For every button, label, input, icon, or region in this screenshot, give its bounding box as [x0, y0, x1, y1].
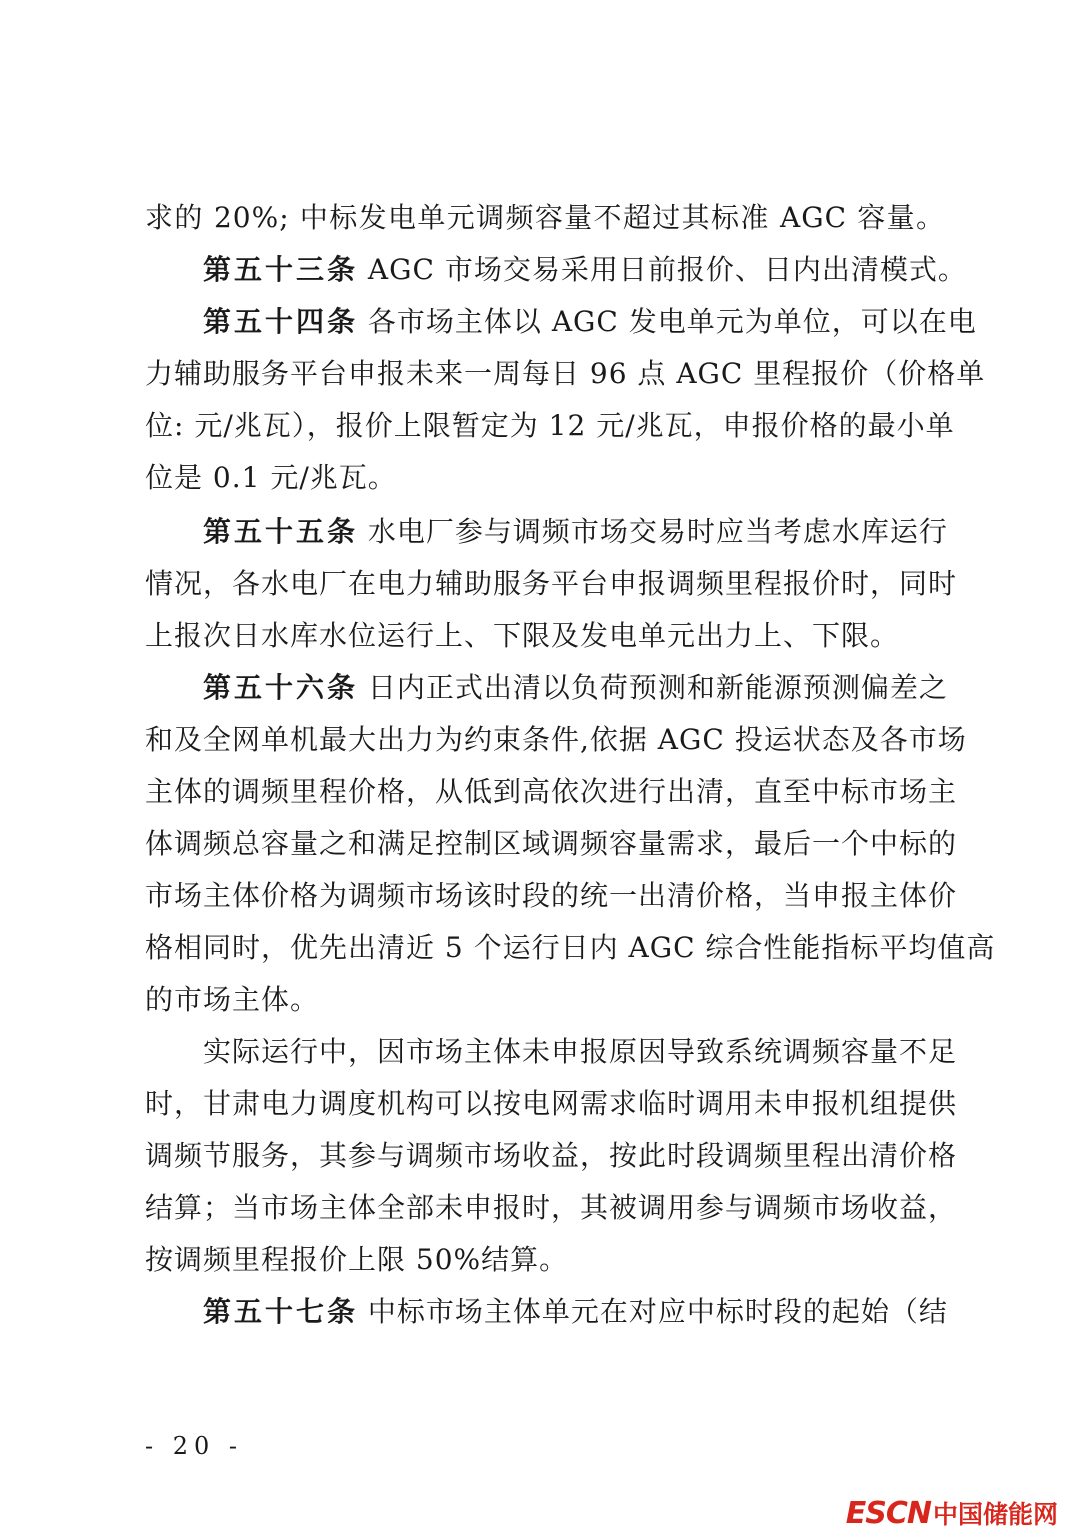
watermark-latin: ESCN: [845, 1495, 931, 1531]
article-label: 第五十三条: [203, 253, 359, 286]
watermark-chinese: 中国储能网: [932, 1500, 1058, 1529]
text-line: 的市场主体。: [145, 983, 320, 1016]
article-56: 第五十六条 日内正式出清以负荷预测和新能源预测偏差之: [203, 671, 948, 704]
text-line: 市场主体价格为调频市场该时段的统一出清价格，当申报主体价: [145, 879, 958, 912]
article-55: 第五十五条 水电厂参与调频市场交易时应当考虑水库运行: [203, 515, 948, 548]
text-line: 求的 20%; 中标发电单元调频容量不超过其标准 AGC 容量。: [145, 201, 945, 234]
text-line: 情况，各水电厂在电力辅助服务平台申报调频里程报价时，同时: [145, 567, 958, 600]
article-label: 第五十七条: [203, 1295, 359, 1328]
text-line: 按调频里程报价上限 50%结算。: [145, 1243, 569, 1276]
text-line: 力辅助服务平台申报未来一周每日 96 点 AGC 里程报价（价格单: [145, 357, 986, 390]
text-line: 上报次日水库水位运行上、下限及发电单元出力上、下限。: [145, 619, 900, 652]
article-label: 第五十四条: [203, 305, 359, 338]
text-line: 体调频总容量之和满足控制区域调频容量需求，最后一个中标的: [145, 827, 958, 860]
document-body: [145, 192, 996, 1338]
text-line: 主体的调频里程价格，从低到高依次进行出清，直至中标市场主: [145, 775, 958, 808]
text-line: 位: 元/兆瓦），报价上限暂定为 12 元/兆瓦，申报价格的最小单: [145, 409, 955, 442]
article-label: 第五十六条: [203, 671, 359, 704]
page-number: - 20 -: [145, 1432, 244, 1460]
paragraph-start: 实际运行中，因市场主体未申报原因导致系统调频容量不足: [203, 1035, 958, 1068]
article-54: 第五十四条 各市场主体以 AGC 发电单元为单位，可以在电: [203, 305, 977, 338]
text-line: 格相同时，优先出清近 5 个运行日内 AGC 综合性能指标平均值高: [145, 931, 996, 964]
text-line: 调频节服务，其参与调频市场收益，按此时段调频里程出清价格: [145, 1139, 958, 1172]
text-line: 时，甘肃电力调度机构可以按电网需求临时调用未申报机组提供: [145, 1087, 958, 1120]
text-line: 和及全网单机最大出力为约束条件,依据 AGC 投运状态及各市场: [145, 723, 967, 756]
article-53: 第五十三条 AGC 市场交易采用日前报价、日内出清模式。: [203, 253, 967, 286]
article-label: 第五十五条: [203, 515, 359, 548]
text-line: 结算；当市场主体全部未申报时，其被调用参与调频市场收益，: [145, 1191, 958, 1224]
text-line: 位是 0.1 元/兆瓦。: [145, 461, 397, 494]
article-57: 第五十七条 中标市场主体单元在对应中标时段的起始（结: [203, 1295, 948, 1328]
